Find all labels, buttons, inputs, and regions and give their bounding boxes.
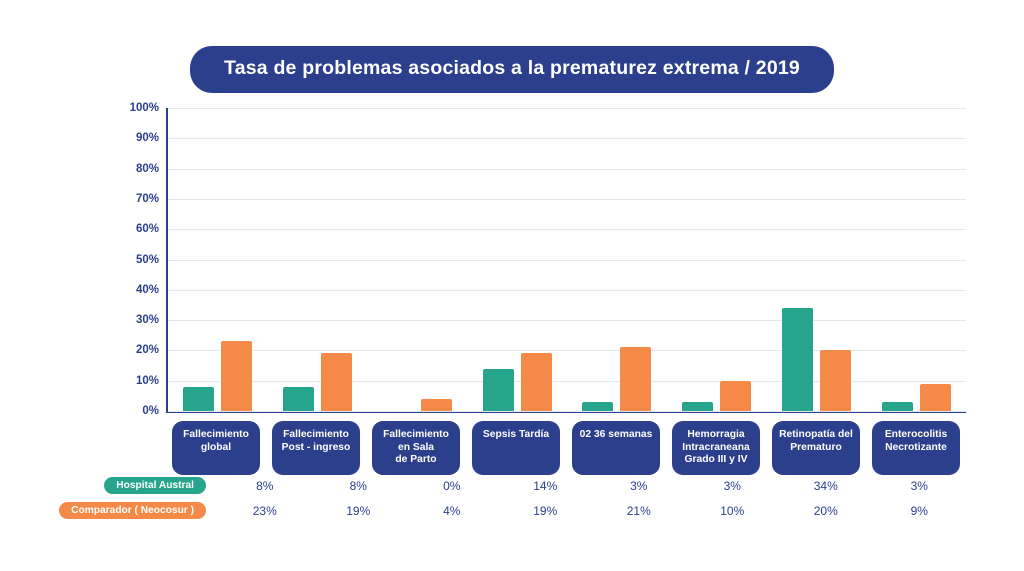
- bar-comparador[interactable]: [321, 353, 352, 411]
- plot-area: [129, 102, 966, 417]
- bar-comparador[interactable]: [521, 353, 552, 411]
- bar-comparador[interactable]: [720, 381, 751, 411]
- category-cell: [566, 421, 666, 475]
- category-label-line: Fallecimiento: [383, 429, 449, 440]
- bar-group: [567, 108, 667, 411]
- legend-item-comparador[interactable]: Comparador ( Neocosur ): [59, 502, 206, 519]
- category-label-line: global: [200, 441, 232, 453]
- category-label-line: Grado III y IV: [684, 454, 748, 465]
- value-row: [218, 504, 966, 518]
- category-label[interactable]: [172, 421, 260, 475]
- category-label-line: Hemorragia: [687, 429, 745, 440]
- data-value: 0%: [443, 478, 461, 493]
- legend-and-values: [22, 473, 966, 523]
- bar-group: [368, 108, 468, 411]
- category-label-line: Sepsis Tardía: [482, 429, 550, 440]
- bar-hospital-austral[interactable]: [782, 308, 813, 411]
- category-label-line: de Parto: [395, 454, 437, 465]
- category-cell: [866, 421, 966, 475]
- category-label[interactable]: [872, 421, 960, 475]
- bar-hospital-austral[interactable]: [882, 402, 913, 411]
- x-axis-categories: [166, 421, 966, 475]
- y-axis-tick: 60%: [135, 223, 159, 236]
- category-label[interactable]: [672, 421, 760, 475]
- y-axis-tick: 10%: [135, 374, 159, 387]
- data-value: 3%: [630, 478, 648, 493]
- category-label[interactable]: [572, 421, 660, 475]
- category-label-line: Prematuro: [790, 441, 842, 453]
- y-axis-tick: 80%: [135, 162, 159, 175]
- y-axis-tick: 20%: [135, 344, 159, 357]
- bar-group: [467, 108, 567, 411]
- data-value: 34%: [813, 478, 838, 493]
- category-label[interactable]: [372, 421, 460, 475]
- chart-area: [118, 102, 966, 417]
- legend-cell: [22, 477, 218, 494]
- category-label-line: Necrotizante: [885, 441, 947, 453]
- data-value: 21%: [626, 503, 651, 518]
- gridline: [142, 405, 966, 417]
- data-value: 4%: [443, 503, 461, 518]
- series-row-hospital-austral: [22, 473, 966, 498]
- category-label-line: Enterocolitis: [884, 429, 948, 440]
- category-label-line: Fallecimiento: [283, 429, 349, 440]
- y-axis-tick: 90%: [135, 132, 159, 145]
- data-value: 10%: [720, 503, 745, 518]
- category-label-line: Retinopatía del: [779, 429, 853, 440]
- category-cell: [766, 421, 866, 475]
- y-axis-tick: 40%: [135, 283, 159, 296]
- series-row-comparador: [22, 498, 966, 523]
- bar-hospital-austral[interactable]: [183, 387, 214, 411]
- bar-hospital-austral[interactable]: [483, 369, 514, 411]
- bar-comparador[interactable]: [620, 347, 651, 411]
- y-axis-tick: 70%: [135, 192, 159, 205]
- y-axis-tick: 50%: [135, 253, 159, 266]
- category-label[interactable]: [772, 421, 860, 475]
- legend-cell: [22, 502, 218, 519]
- category-cell: [166, 421, 266, 475]
- category-label-line: Intracraneana: [682, 441, 750, 453]
- data-value: 8%: [256, 478, 274, 493]
- legend-item-hospital-austral[interactable]: Hospital Austral: [104, 477, 206, 494]
- y-axis-tick: 0%: [142, 405, 159, 417]
- category-label[interactable]: [472, 421, 560, 475]
- bar-hospital-austral[interactable]: [283, 387, 314, 411]
- bar-group: [767, 108, 867, 411]
- category-label-line: 02 36 semanas: [579, 429, 653, 440]
- bars-layer: [168, 108, 966, 411]
- category-cell: [666, 421, 766, 475]
- bar-comparador[interactable]: [421, 399, 452, 411]
- category-label-line: Fallecimiento: [183, 429, 249, 440]
- y-axis-tick: 30%: [135, 314, 159, 327]
- y-axis-tick: 100%: [129, 102, 159, 114]
- bar-group: [168, 108, 268, 411]
- category-cell: [366, 421, 466, 475]
- category-label-line: Post - ingreso: [281, 441, 351, 453]
- data-value: 20%: [813, 503, 838, 518]
- data-value: 23%: [252, 503, 277, 518]
- bar-comparador[interactable]: [221, 341, 252, 411]
- category-cell: [266, 421, 366, 475]
- category-label-line: en Sala: [397, 441, 435, 453]
- data-value: 14%: [533, 478, 558, 493]
- bar-group: [268, 108, 368, 411]
- data-value: 3%: [910, 478, 928, 493]
- value-row: [218, 479, 966, 493]
- page-title: Tasa de problemas asociados a la prematurez extrema / 2019: [190, 46, 834, 93]
- data-value: 9%: [910, 503, 928, 518]
- chart-title-container: [0, 46, 1024, 93]
- data-value: 3%: [723, 478, 741, 493]
- bar-group: [667, 108, 767, 411]
- bar-hospital-austral[interactable]: [582, 402, 613, 411]
- bar-group: [866, 108, 966, 411]
- bar-comparador[interactable]: [820, 350, 851, 411]
- data-value: 19%: [346, 503, 371, 518]
- category-label[interactable]: [272, 421, 360, 475]
- category-cell: [466, 421, 566, 475]
- data-value: 19%: [533, 503, 558, 518]
- bar-hospital-austral[interactable]: [682, 402, 713, 411]
- data-value: 8%: [349, 478, 367, 493]
- bar-comparador[interactable]: [920, 384, 951, 411]
